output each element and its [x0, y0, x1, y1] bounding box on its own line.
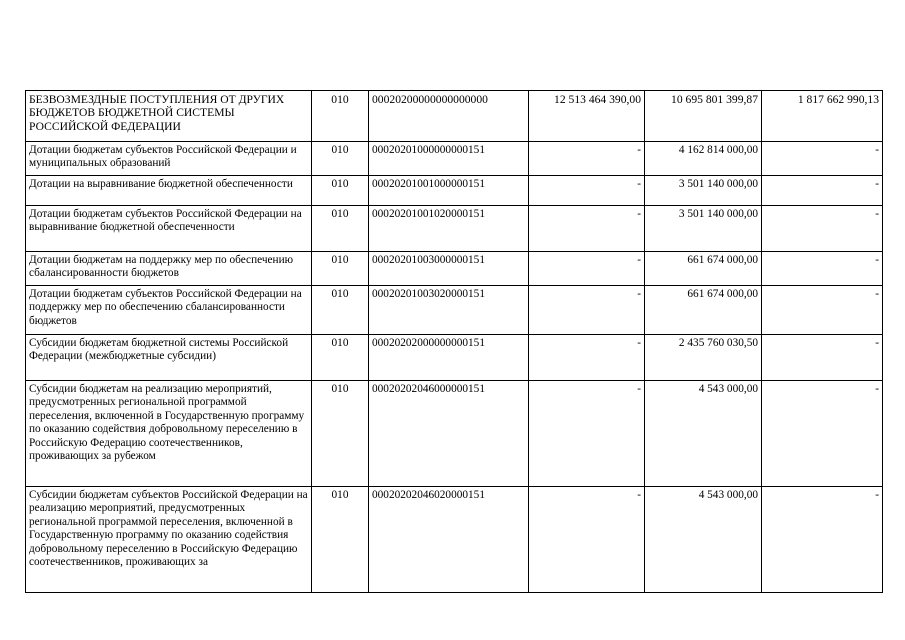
row-value-3: 1 817 662 990,13 — [762, 91, 883, 142]
row-value-3: - — [762, 487, 883, 593]
row-value-1: - — [529, 176, 645, 206]
table-row — [26, 206, 883, 252]
row-name: Дотации бюджетам на поддержку мер по обеспечению сбалансированности бюджетов — [26, 252, 312, 286]
row-value-1: - — [529, 487, 645, 593]
row-value-2: 661 674 000,00 — [645, 252, 762, 286]
table-row — [26, 142, 883, 176]
row-value-3: - — [762, 206, 883, 252]
row-code: 010 — [312, 206, 369, 252]
row-value-3: - — [762, 381, 883, 487]
row-value-2: 10 695 801 399,87 — [645, 91, 762, 142]
row-kbk: 00020201001000000151 — [369, 176, 529, 206]
row-kbk: 00020201003000000151 — [369, 252, 529, 286]
row-code: 010 — [312, 335, 369, 381]
row-name: БЕЗВОЗМЕЗДНЫЕ ПОСТУПЛЕНИЯ ОТ ДРУГИХ БЮДЖЕТОВ БЮДЖЕТНОЙ СИСТЕМЫ РОССИЙСКОЙ ФЕДЕРАЦИИ — [26, 91, 312, 142]
table-row — [26, 176, 883, 206]
row-kbk: 00020202046020000151 — [369, 487, 529, 593]
row-name: Дотации бюджетам субъектов Российской Федерации на поддержку мер по обеспечению сбалансированности бюджетов — [26, 286, 312, 335]
row-kbk: 00020201003020000151 — [369, 286, 529, 335]
row-value-3: - — [762, 286, 883, 335]
row-name: Субсидии бюджетам бюджетной системы Российской Федерации (межбюджетные субсидии) — [26, 335, 312, 381]
row-value-3: - — [762, 142, 883, 176]
row-value-1: 12 513 464 390,00 — [529, 91, 645, 142]
row-code: 010 — [312, 286, 369, 335]
row-kbk: 00020200000000000000 — [369, 91, 529, 142]
table-row — [26, 381, 883, 487]
row-value-2: 4 543 000,00 — [645, 381, 762, 487]
row-kbk: 00020201001020000151 — [369, 206, 529, 252]
row-code: 010 — [312, 381, 369, 487]
row-kbk: 00020202000000000151 — [369, 335, 529, 381]
table-row — [26, 335, 883, 381]
row-value-2: 3 501 140 000,00 — [645, 206, 762, 252]
row-value-3: - — [762, 252, 883, 286]
row-value-1: - — [529, 252, 645, 286]
row-code: 010 — [312, 142, 369, 176]
row-value-1: - — [529, 381, 645, 487]
table-body — [26, 91, 883, 593]
row-name: Дотации бюджетам субъектов Российской Федерации и муниципальных образований — [26, 142, 312, 176]
row-value-1: - — [529, 206, 645, 252]
row-name: Дотации бюджетам субъектов Российской Федерации на выравнивание бюджетной обеспеченности — [26, 206, 312, 252]
row-value-3: - — [762, 335, 883, 381]
row-value-2: 4 543 000,00 — [645, 487, 762, 593]
row-name: Субсидии бюджетам субъектов Российской Федерации на реализацию мероприятий, предусмотренных региональной программой переселения, включенной в Государственную программу по оказанию содействия добровольному переселению в Российскую Федерацию соотечественников, проживающих за — [26, 487, 312, 593]
row-code: 010 — [312, 252, 369, 286]
row-value-2: 2 435 760 030,50 — [645, 335, 762, 381]
row-value-1: - — [529, 335, 645, 381]
row-value-2: 4 162 814 000,00 — [645, 142, 762, 176]
table-row — [26, 91, 883, 142]
row-name: Субсидии бюджетам на реализацию мероприятий, предусмотренных региональной программой переселения, включенной в Государственную программу по оказанию содействия добровольному переселению в Российскую Федерацию соотечественников, проживающих за рубежом — [26, 381, 312, 487]
row-code: 010 — [312, 91, 369, 142]
row-kbk: 00020202046000000151 — [369, 381, 529, 487]
row-name: Дотации на выравнивание бюджетной обеспеченности — [26, 176, 312, 206]
table-row — [26, 252, 883, 286]
table-row — [26, 487, 883, 593]
row-value-1: - — [529, 142, 645, 176]
row-code: 010 — [312, 176, 369, 206]
row-code: 010 — [312, 487, 369, 593]
row-kbk: 00020201000000000151 — [369, 142, 529, 176]
row-value-1: - — [529, 286, 645, 335]
budget-table — [25, 90, 883, 593]
row-value-2: 3 501 140 000,00 — [645, 176, 762, 206]
table-row — [26, 286, 883, 335]
row-value-2: 661 674 000,00 — [645, 286, 762, 335]
row-value-3: - — [762, 176, 883, 206]
